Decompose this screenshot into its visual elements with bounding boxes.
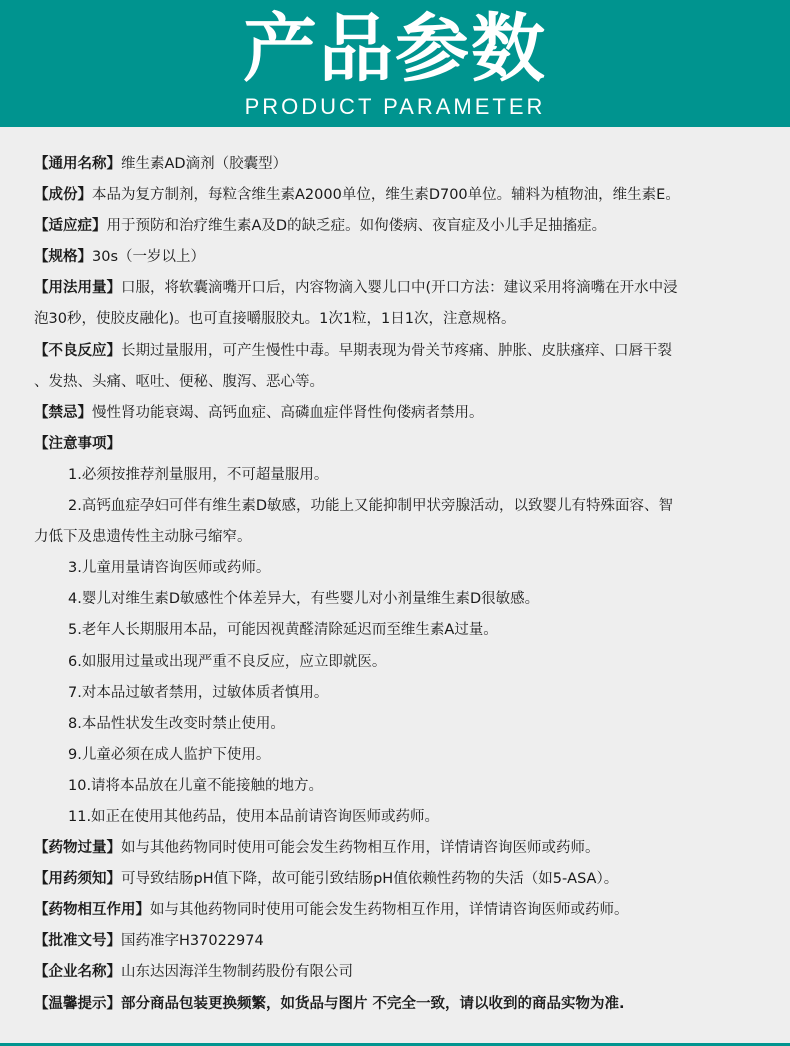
param-value: 山东达因海洋生物制药股份有限公司 — [121, 964, 353, 981]
param-label: 【药物过量】 — [34, 840, 121, 857]
param-value: 部分商品包装更换频繁，如货品与图片 不完全一致，请以收到的商品实物为准. — [121, 995, 625, 1012]
param-tip — [34, 989, 770, 1020]
parameter-list — [34, 149, 770, 1020]
precaution-item: 11.如正在使用其他药品，使用本品前请咨询医师或药师。 — [68, 808, 440, 825]
param-value: 长期过量服用，可产生慢性中毒。早期表现为骨关节疼痛、肿胀、皮肤瘙痒、口唇干裂 — [121, 342, 672, 359]
param-spec — [34, 242, 770, 273]
param-value: 慢性肾功能衰竭、高钙血症、高磷血症伴肾性佝偻病者禁用。 — [92, 404, 484, 421]
precaution-item-cont: 力低下及患遗传性主动脉弓缩窄。 — [34, 529, 252, 546]
param-generic-name — [34, 149, 770, 180]
param-interactions — [34, 895, 770, 926]
param-manufacturer — [34, 957, 770, 988]
param-label: 【药物相互作用】 — [34, 902, 150, 919]
precaution-item: 8.本品性状发生改变时禁止使用。 — [68, 715, 285, 732]
precaution-item: 7.对本品过敏者禁用，过敏体质者慎用。 — [68, 684, 329, 701]
param-adverse — [34, 336, 770, 367]
precaution-item: 2.高钙血症孕妇可伴有维生素D敏感，功能上又能抑制甲状旁腺活动，以致婴儿有特殊面容、智 — [68, 498, 673, 515]
param-label: 【成份】 — [34, 187, 92, 204]
param-label: 【企业名称】 — [34, 964, 121, 981]
param-label: 【注意事项】 — [34, 435, 121, 452]
param-value: 国药准字H37022974 — [121, 933, 264, 950]
param-ingredients — [34, 180, 770, 211]
param-label: 【禁忌】 — [34, 404, 92, 421]
param-approval-number — [34, 926, 770, 957]
precaution-item: 9.儿童必须在成人监护下使用。 — [68, 746, 271, 763]
page-subtitle: PRODUCT PARAMETER — [244, 94, 546, 119]
precaution-item: 6.如服用过量或出现严重不良反应，应立即就医。 — [68, 653, 387, 670]
param-label: 【温馨提示】 — [34, 995, 121, 1012]
param-label: 【规格】 — [34, 249, 92, 266]
param-value: 本品为复方制剂，每粒含维生素A2000单位，维生素D700单位。辅料为植物油，维生素E。 — [92, 187, 680, 204]
param-value: 如与其他药物同时使用可能会发生药物相互作用，详情请咨询医师或药师。 — [150, 902, 629, 919]
param-label: 【适应症】 — [34, 218, 107, 235]
param-label: 【通用名称】 — [34, 156, 121, 172]
param-label: 【批准文号】 — [34, 933, 121, 950]
header-banner — [0, 0, 790, 127]
precaution-item: 4.婴儿对维生素D敏感性个体差异大，有些婴儿对小剂量维生素D很敏感。 — [68, 591, 540, 608]
param-overdose — [34, 833, 770, 864]
param-value: 30s（一岁以上） — [92, 249, 206, 266]
param-value: 如与其他药物同时使用可能会发生药物相互作用，详情请咨询医师或药师。 — [121, 840, 600, 857]
precaution-item: 10.请将本品放在儿童不能接触的地方。 — [68, 777, 324, 794]
precaution-item: 3.儿童用量请咨询医师或药师。 — [68, 560, 271, 577]
page-title: 产品参数 — [243, 6, 547, 92]
param-adverse-cont: 、发热、头痛、呕吐、便秘、腹泻、恶心等。 — [34, 373, 324, 390]
param-label: 【用法用量】 — [34, 280, 121, 297]
param-value: 维生素AD滴剂（胶囊型） — [121, 156, 288, 172]
param-value: 用于预防和治疗维生素A及D的缺乏症。如佝偻病、夜盲症及小儿手足抽搐症。 — [106, 218, 607, 235]
param-label: 【不良反应】 — [34, 342, 121, 359]
param-medication-notice — [34, 864, 770, 895]
param-contraindications — [34, 398, 770, 429]
precaution-item: 5.老年人长期服用本品，可能因视黄醛清除延迟而至维生素A过量。 — [68, 622, 498, 639]
param-indications — [34, 211, 770, 242]
param-value: 可导致结肠pH值下降，故可能引致结肠pH值依赖性药物的失活（如5-ASA）。 — [121, 871, 619, 888]
precaution-item: 1.必须按推荐剂量服用，不可超量服用。 — [68, 466, 329, 483]
param-usage-cont: 泡30秒，使胶皮融化)。也可直接嚼服胶丸。1次1粒，1日1次，注意规格。 — [34, 311, 516, 328]
param-usage — [34, 273, 770, 304]
param-value: 口服，将软囊滴嘴开口后，内容物滴入婴儿口中(开口方法：建议采用将滴嘴在开水中浸 — [121, 280, 678, 297]
param-precautions — [34, 429, 770, 460]
param-label: 【用药须知】 — [34, 871, 121, 888]
